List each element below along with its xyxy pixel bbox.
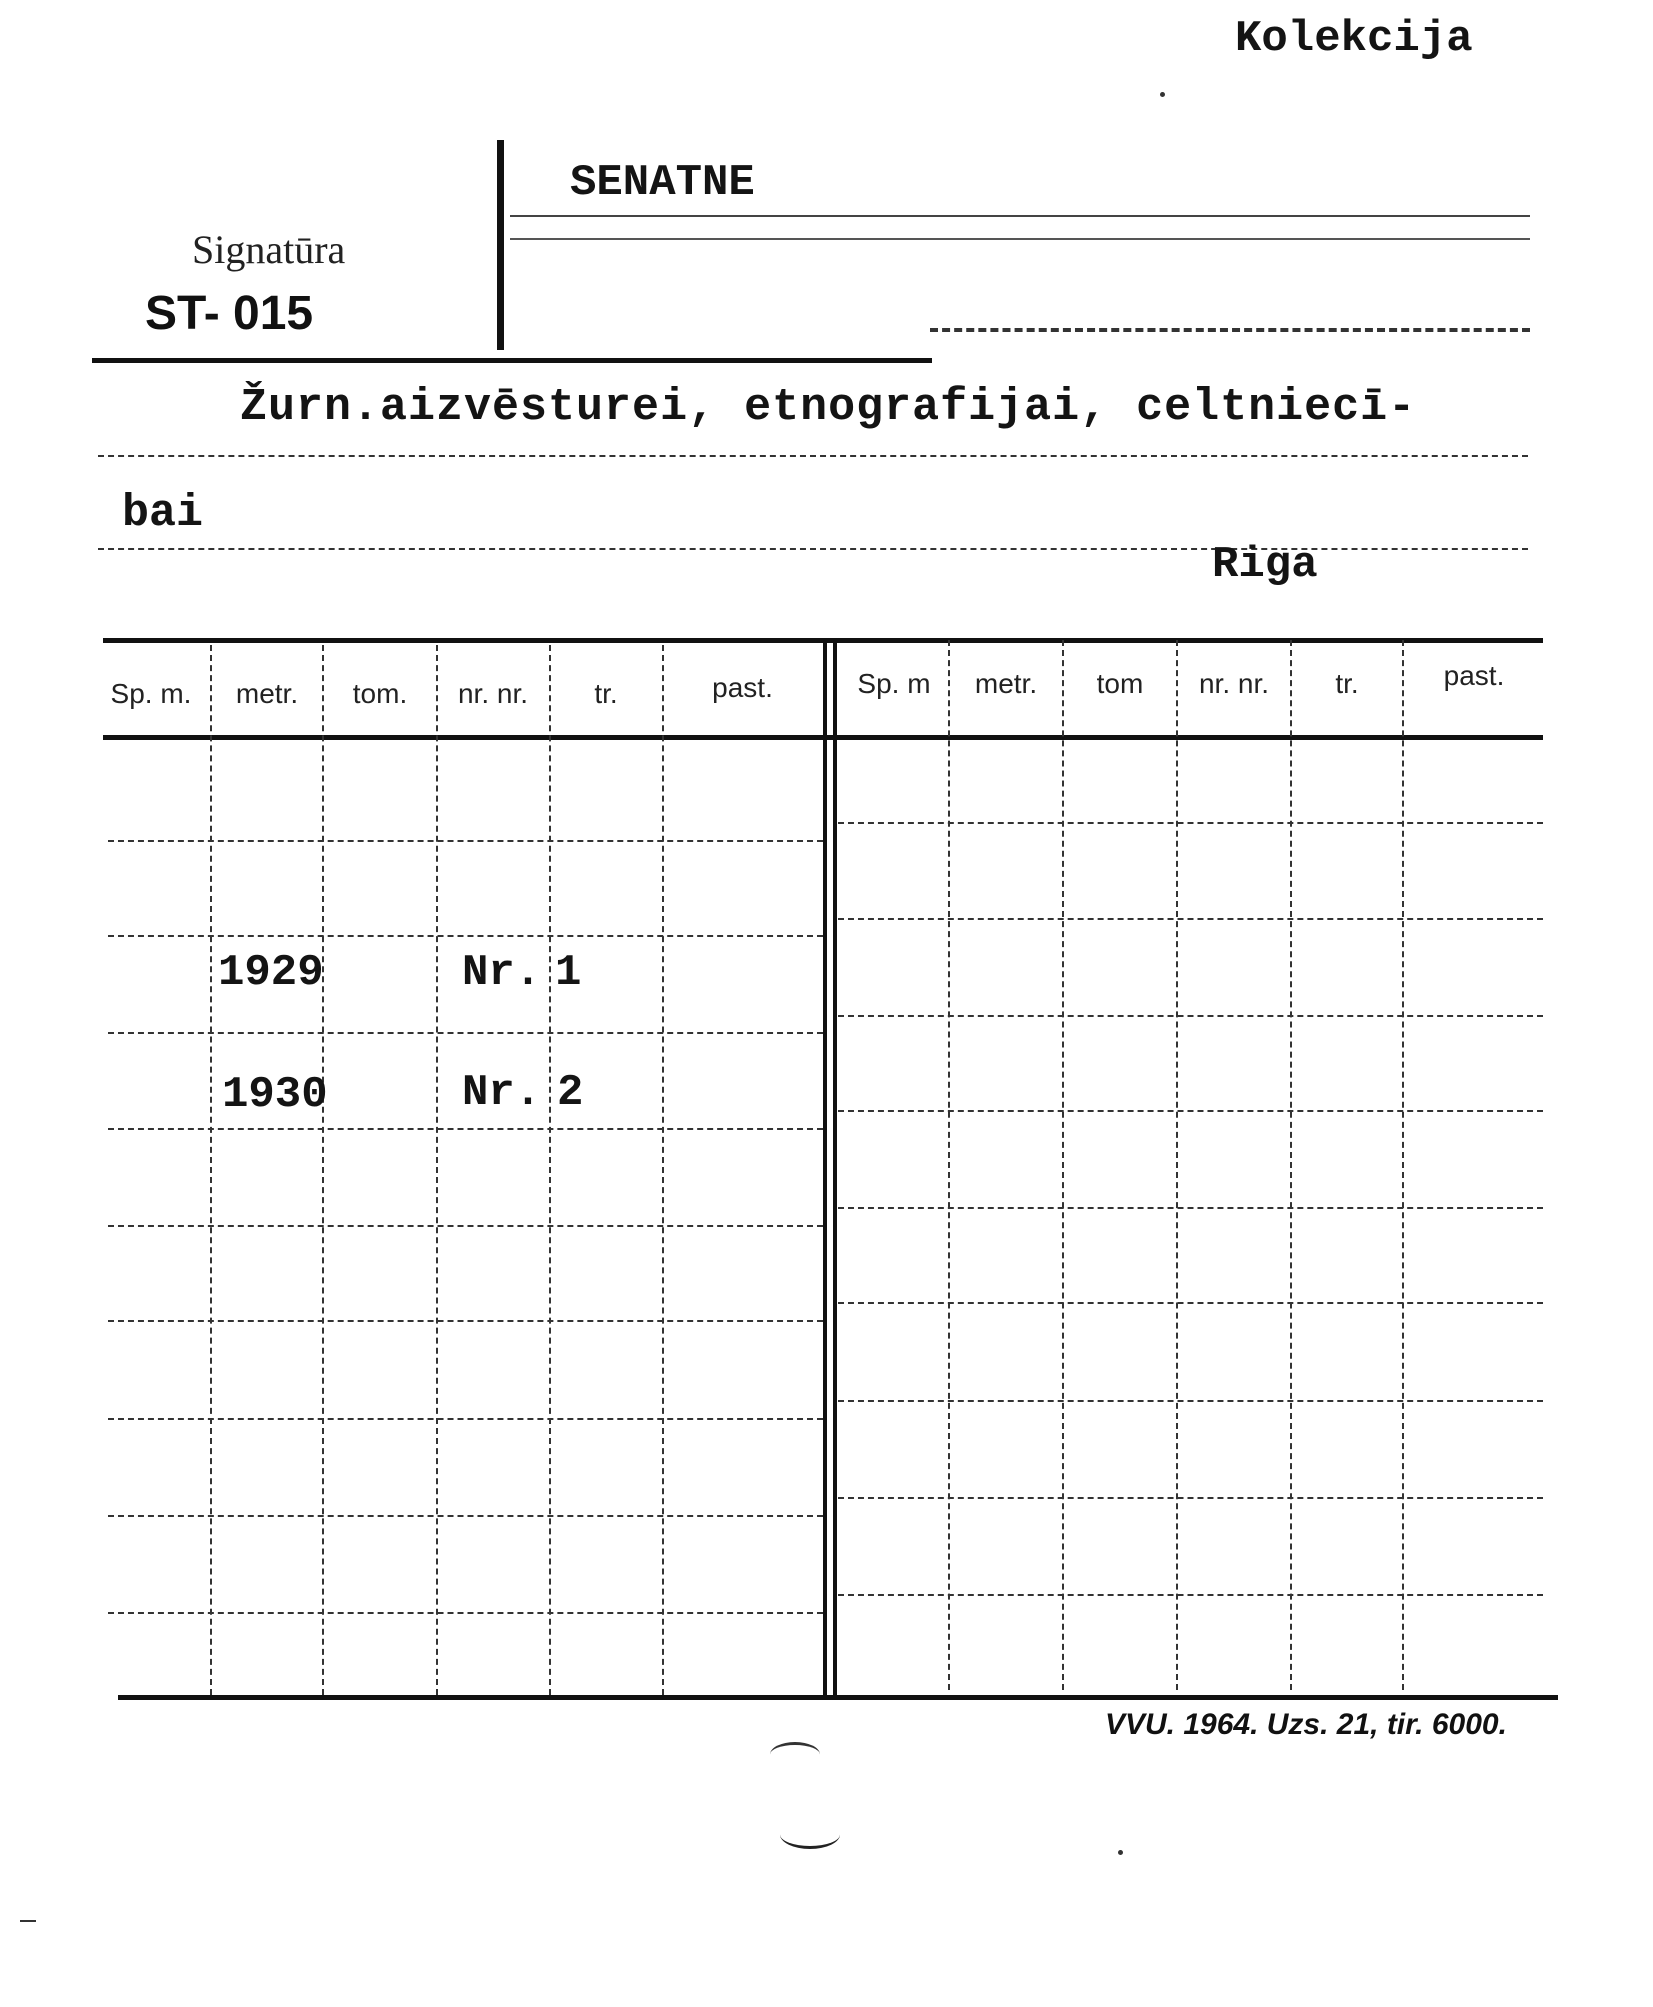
col-header-nr: nr. nr. bbox=[457, 678, 529, 709]
collection-label: Kolekcija bbox=[1235, 14, 1473, 64]
row-rule bbox=[108, 935, 823, 937]
row-1-nr-value: 1 bbox=[555, 948, 582, 998]
col-sep bbox=[1402, 640, 1404, 1690]
col-header-past-right: past. bbox=[1443, 660, 1505, 691]
col-sep bbox=[322, 645, 324, 1695]
signature-label: Signatūra bbox=[192, 227, 346, 272]
row-rule bbox=[108, 1418, 823, 1420]
col-sep bbox=[210, 645, 212, 1695]
row-rule-right bbox=[838, 1400, 1543, 1402]
scan-speck bbox=[1118, 1850, 1123, 1855]
col-header-past: past. bbox=[712, 672, 773, 703]
table-center-divider bbox=[823, 640, 827, 1700]
row-rule bbox=[108, 1128, 823, 1130]
row-rule bbox=[108, 1320, 823, 1322]
row-rule-right bbox=[838, 1015, 1543, 1017]
title-line bbox=[510, 215, 1530, 217]
collection-title: SENATNE bbox=[570, 158, 755, 208]
row-rule-right bbox=[838, 1302, 1543, 1304]
col-header-metr: metr. bbox=[235, 678, 299, 709]
row-1-nr-prefix: Nr. bbox=[462, 948, 542, 998]
description-line-1: Žurn.aizvēsturei, etnografijai, celtniecī- bbox=[240, 382, 1417, 433]
row-2-nr-prefix: Nr. bbox=[462, 1068, 542, 1118]
col-sep bbox=[1062, 640, 1064, 1690]
row-2-year: 1930 bbox=[222, 1070, 328, 1120]
table-center-divider-2 bbox=[833, 640, 837, 1700]
table-bottom-rule bbox=[118, 1695, 1558, 1700]
col-header-metr-right: metr. bbox=[974, 668, 1038, 699]
row-rule-right bbox=[838, 1594, 1543, 1596]
col-sep bbox=[1176, 640, 1178, 1690]
scan-speck bbox=[1160, 92, 1165, 97]
col-header-sp-m: Sp. m. bbox=[110, 678, 192, 709]
description-rule-1 bbox=[98, 455, 1528, 457]
col-header-tom-right: tom bbox=[1096, 668, 1144, 699]
row-rule bbox=[108, 1612, 823, 1614]
col-sep bbox=[549, 645, 551, 1695]
row-rule-right bbox=[838, 1110, 1543, 1112]
row-1-year: 1929 bbox=[218, 948, 324, 998]
row-2-nr-value: 2 bbox=[557, 1068, 584, 1118]
row-rule bbox=[108, 1225, 823, 1227]
row-rule bbox=[108, 840, 823, 842]
col-sep bbox=[662, 645, 664, 1695]
header-divider bbox=[497, 140, 504, 350]
col-header-nr-right: nr. nr. bbox=[1198, 668, 1270, 699]
col-header-sp-m-right: Sp. m bbox=[857, 668, 931, 699]
row-rule bbox=[108, 1515, 823, 1517]
place-label: Riga bbox=[1212, 540, 1318, 590]
signature-value: ST- 015 bbox=[145, 287, 314, 340]
scan-speck bbox=[20, 1920, 36, 1922]
col-header-tom: tom. bbox=[352, 678, 408, 709]
header-bottom-rule bbox=[92, 358, 932, 363]
row-rule-right bbox=[838, 1497, 1543, 1499]
col-sep bbox=[436, 645, 438, 1695]
header-bottom-rule-right bbox=[930, 328, 1530, 332]
scan-mark bbox=[770, 1742, 820, 1767]
row-rule-right bbox=[838, 822, 1543, 824]
col-header-tr-right: tr. bbox=[1335, 668, 1359, 699]
col-sep bbox=[1290, 640, 1292, 1690]
row-rule-right bbox=[838, 918, 1543, 920]
print-info: VVU. 1964. Uzs. 21, tir. 6000. bbox=[1105, 1708, 1507, 1741]
row-rule-right bbox=[838, 1207, 1543, 1209]
scan-mark bbox=[780, 1820, 840, 1849]
description-line-2: bai bbox=[122, 488, 204, 539]
row-rule bbox=[108, 1032, 823, 1034]
col-header-tr: tr. bbox=[594, 678, 618, 709]
col-sep bbox=[948, 640, 950, 1690]
title-line-2 bbox=[510, 238, 1530, 240]
